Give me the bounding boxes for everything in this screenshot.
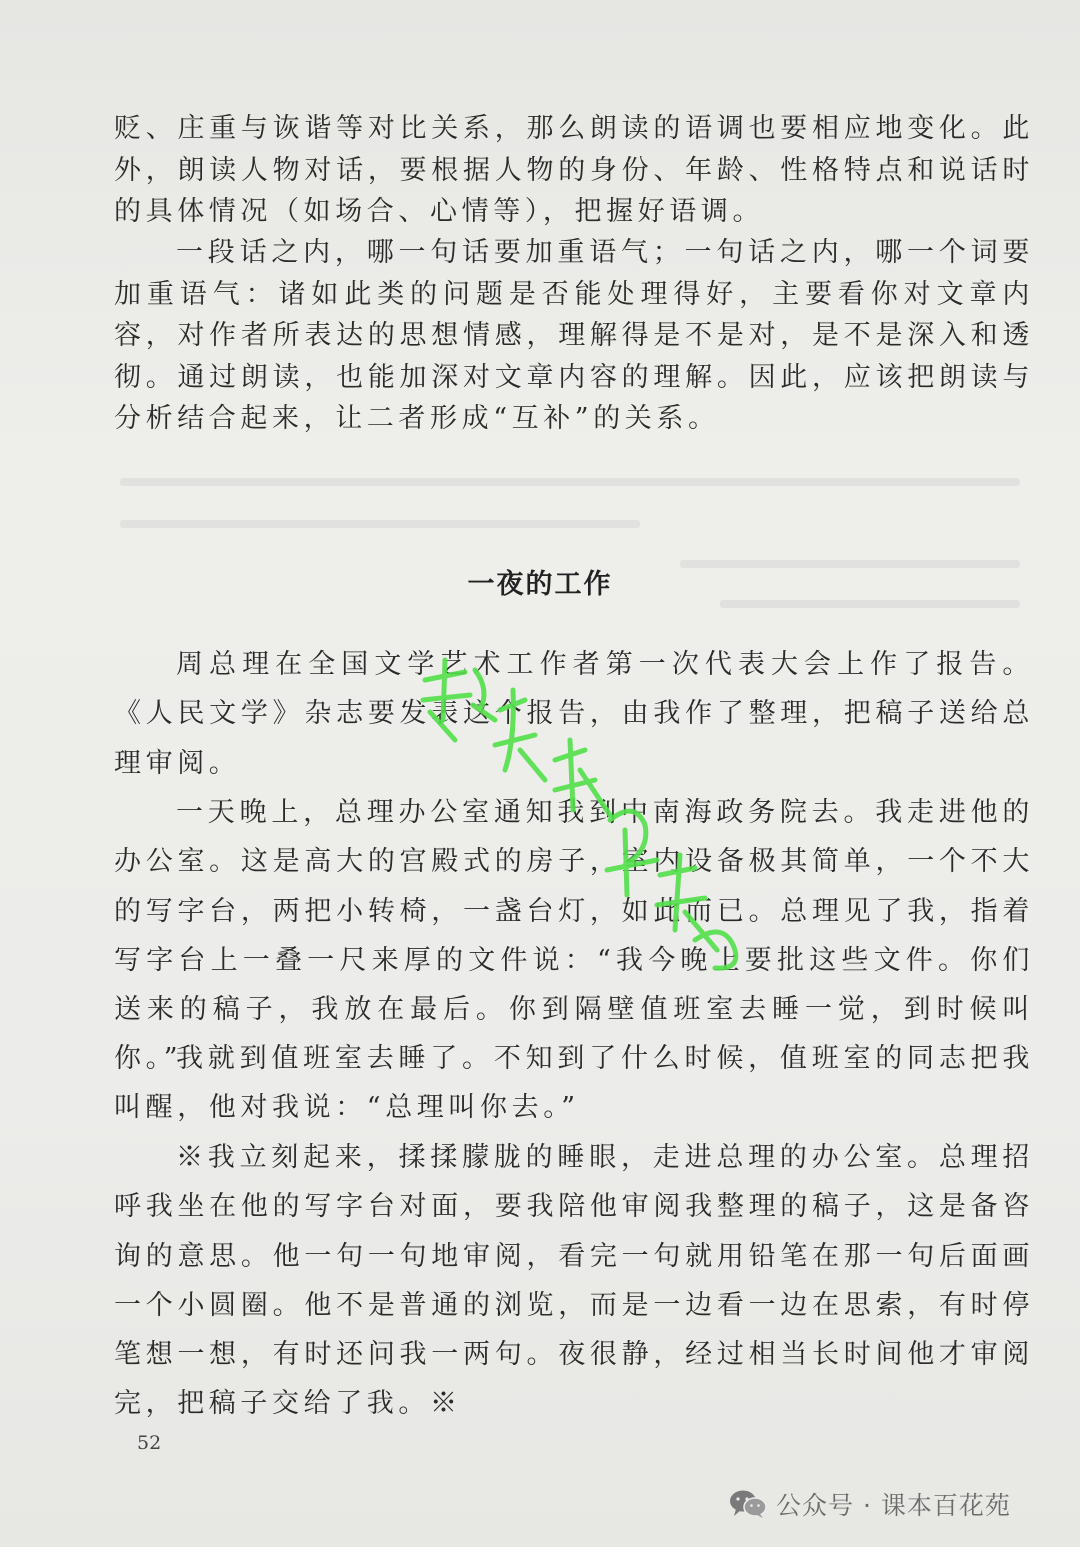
body-paragraph-1: 周总理在全国文学艺术工作者第一次代表大会上作了报告。《人民文学》杂志要发表这个报告，由我作了整理，把稿子送给总理审阅。 — [114, 649, 1034, 779]
bleed-through-line — [720, 600, 1020, 608]
body-paragraph-3: 我就到值班室去睡了。不知到了什么时候，值班室的同志把我叫醒，他对我说：“总理叫你去。” — [114, 1043, 1034, 1124]
page-number: 52 — [137, 1432, 162, 1454]
body-paragraph-4: ※我立刻起来，揉揉朦胧的睡眼，走进总理的办公室。总理招呼我坐在他的写字台对面，要我陪他审阅我整理的稿子，这是备咨询的意思。他一句一句地审阅，看完一句就用铅笔在那一句后面画一个小圆圈。他不是普通的浏览，而是一边看一边在思索，有时停笔想一想，有时还问我一两句。夜很静，经过相当长时间他才审阅完，把稿子交给了我。※ — [114, 1142, 1034, 1420]
watermark-text: 公众号 · 课本百花苑 — [776, 1491, 1011, 1520]
bleed-through-line — [120, 478, 1020, 486]
lesson-title: 一夜的工作 — [467, 569, 613, 600]
paragraph-emphasis: 一段话之内，哪一句话要加重语气；一句话之内，哪一个词要加重语气：诸如此类的问题是否能处理得好，主要看你对文章内容，对作者所表达的思想情感，理解得是不是对，是不是深入和透彻。通过朗读，也能加深对文章内容的理解。因此，应该把朗读与分析结合起来，让二者形成“互补”的关系。 — [114, 237, 1034, 434]
wechat-watermark — [728, 1484, 1011, 1524]
wechat-icon — [728, 1489, 768, 1519]
paragraph-continued: 贬、庄重与诙谐等对比关系，那么朗读的语调也要相应地变化。此外，朗读人物对话，要根据人物的身份、年龄、性格特点和说话时的具体情况（如场合、心情等），把握好语调。 — [114, 113, 1034, 227]
bleed-through-line — [120, 520, 640, 528]
body-paragraph-2: 一天晚上，总理办公室通知我到中南海政务院去。我走进他的办公室。这是高大的宫殿式的房子，室内设备极其简单，一个不大的写字台，两把小转椅，一盏台灯，如此而已。总理见了我，指着写字台上一叠一尺来厚的文件说：“我今晚上要批这些文件。你们送来的稿子，我放在最后。你到隔壁值班室去睡一觉，到时候叫你。” — [114, 797, 1034, 1075]
